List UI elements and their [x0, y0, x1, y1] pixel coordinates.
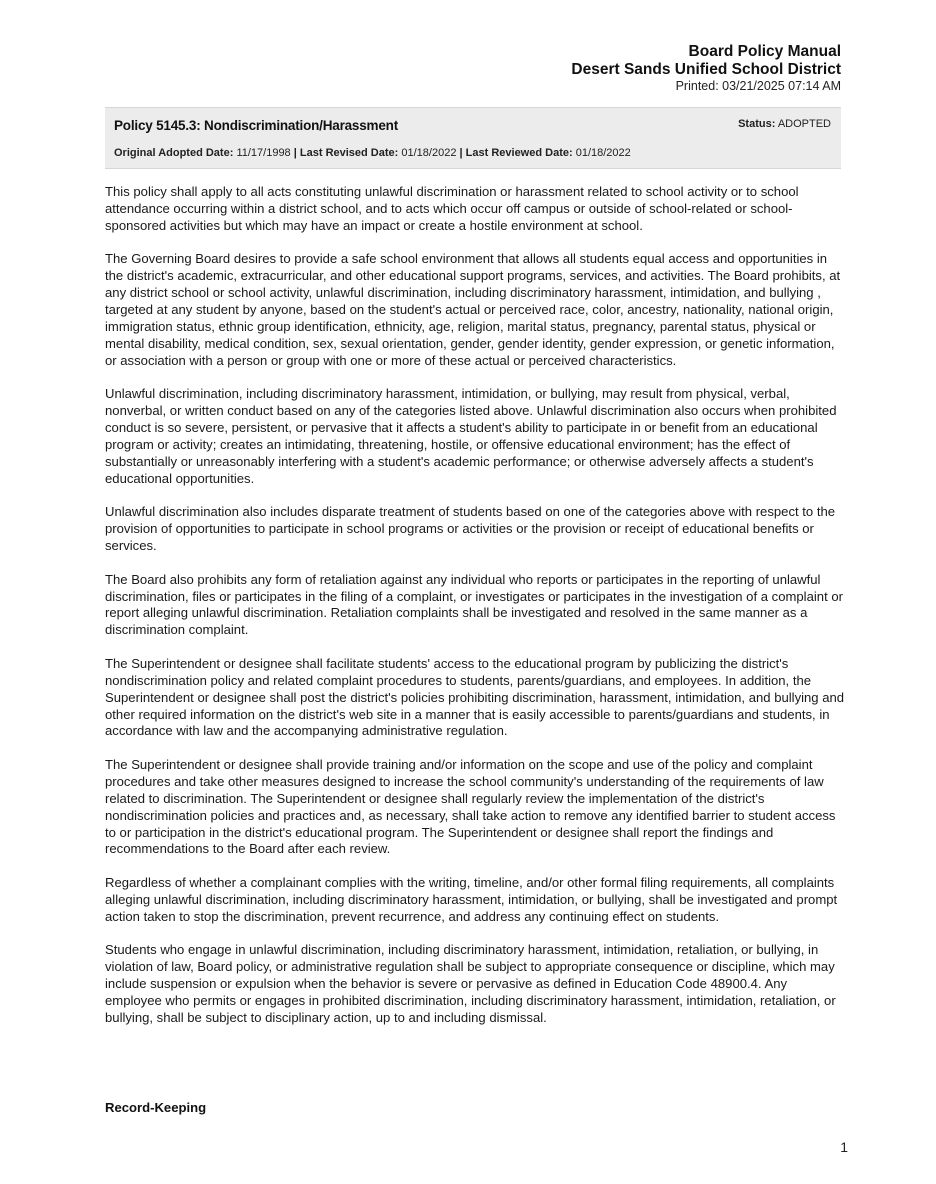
last-reviewed-label: Last Reviewed Date: [465, 147, 573, 159]
date-separator: | [456, 147, 466, 159]
last-revised-value: 01/18/2022 [401, 147, 457, 159]
document-header [571, 43, 841, 94]
district-name: Desert Sands Unified School District [571, 61, 841, 78]
policy-paragraph: This policy shall apply to all acts constituting unlawful discrimination or harassment related to school activity or to school attendance occurring within a district school, and to acts which occur off campus or outside of school-related or school-sponsored activities but which may have an impact or create a hostile environment at school. [105, 184, 799, 233]
printed-timestamp: Printed: 03/21/2025 07:14 AM [675, 79, 841, 93]
date-separator: | [290, 147, 300, 159]
original-adopted-value: 11/17/1998 [236, 147, 291, 159]
policy-info-box [105, 107, 841, 169]
policy-paragraph: The Board also prohibits any form of retaliation against any individual who reports or participates in the reporting of unlawful discrimination, files or participates in the filing of a complaint, or investigates or participates in the investigation of a complaint or report alleging unlawful discrimination. Retaliation complaints shall be investigated and resolved in the same manner as a discrimination complaint. [105, 571, 843, 638]
policy-title: Policy 5145.3: Nondiscrimination/Harassment [114, 118, 399, 133]
original-adopted-label: Original Adopted Date: [114, 147, 234, 159]
policy-paragraph: The Superintendent or designee shall facilitate students' access to the educational program by publicizing the district's nondiscrimination policy and related complaint procedures to students, parents/guardians, and employees. In addition, the Superintendent or designee shall post the district's policies prohibiting discrimination, harassment, intimidation, and bullying and other required information on the district's web site in a manner that is easily accessible to parents/guardians and students, in accordance with law and the accompanying administrative regulation. [105, 655, 845, 739]
policy-paragraph: The Governing Board desires to provide a safe school environment that allows all students equal access and opportunities in the district's academic, extracurricular, and other educational support programs, services, and activities. The Board prohibits, at any district school or school activity, unlawful discrimination, including discriminatory harassment, intimidation, and bullying , targeted at any student by anyone, based on the student's actual or perceived race, color, ancestry, nationality, national origin, immigration status, ethnic group identification, ethnicity, age, religion, marital status, pregnancy, parental status, physical or mental disability, medical condition, sex, sexual orientation, gender, gender identity, gender expression, or genetic information, or association with a person or group with one or more of these actual or perceived characteristics. [105, 251, 841, 368]
policy-paragraph: The Superintendent or designee shall provide training and/or information on the scope and use of the policy and complaint procedures and take other measures designed to increase the school community's understanding of the requirements of law related to discrimination. The Superintendent or designee shall regularly review the implementation of the district's nondiscrimination policies and practices and, as necessary, shall take action to remove any identified barrier to student access to or participation in the district's educational program. The Superintendent or designee shall report the findings and recommendations to the Board after each review. [105, 756, 836, 857]
policy-paragraph: Students who engage in unlawful discrimination, including discriminatory harassment, intimidation, retaliation, or bullying, in violation of law, Board policy, or administrative regulation shall be subject to appropriate consequence or discipline, which may include suspension or expulsion when the behavior is severe or pervasive as defined in Education Code 48900.4. Any employee who permits or engages in prohibited discrimination, including discriminatory harassment, intimidation, retaliation, or bullying, shall be subject to disciplinary action, up to and including dismissal. [105, 942, 836, 1025]
policy-paragraph: Unlawful discrimination, including discriminatory harassment, intimidation, or bullying, may result from physical, verbal, nonverbal, or written conduct based on any of the categories listed above. Unlawful discrimination also occurs when prohibited conduct is so severe, persistent, or pervasive that it affects a student's ability to participate in or benefit from an educational program or activity; creates an intimidating, threatening, hostile, or offensive educational environment; has the effect of substantially or unreasonably interfering with a student's academic performance; or otherwise adversely affects a student's educational opportunities. [105, 386, 837, 486]
manual-title: Board Policy Manual [688, 43, 841, 60]
policy-dates [114, 147, 631, 159]
status-label: Status: [738, 118, 776, 130]
policy-status [738, 118, 831, 130]
policy-paragraph: Unlawful discrimination also includes disparate treatment of students based on one of the categories above with respect to the provision of opportunities to participate in school programs or activities or the provision or receipt of educational benefits or services. [105, 504, 836, 554]
last-revised-label: Last Revised Date: [299, 147, 399, 159]
status-value: ADOPTED [777, 118, 831, 130]
section-heading-record-keeping: Record-Keeping [105, 1100, 207, 1115]
policy-paragraph: Regardless of whether a complainant complies with the writing, timeline, and/or other formal filing requirements, all complaints alleging unlawful discrimination, including discriminatory harassment, intimidation, or bullying, shall be investigated and prompt action taken to stop the discrimination, prevent recurrence, and address any continuing effect on students. [105, 874, 838, 924]
policy-body [105, 184, 845, 1043]
page-number: 1 [840, 1139, 848, 1155]
last-reviewed-value: 01/18/2022 [575, 147, 631, 159]
